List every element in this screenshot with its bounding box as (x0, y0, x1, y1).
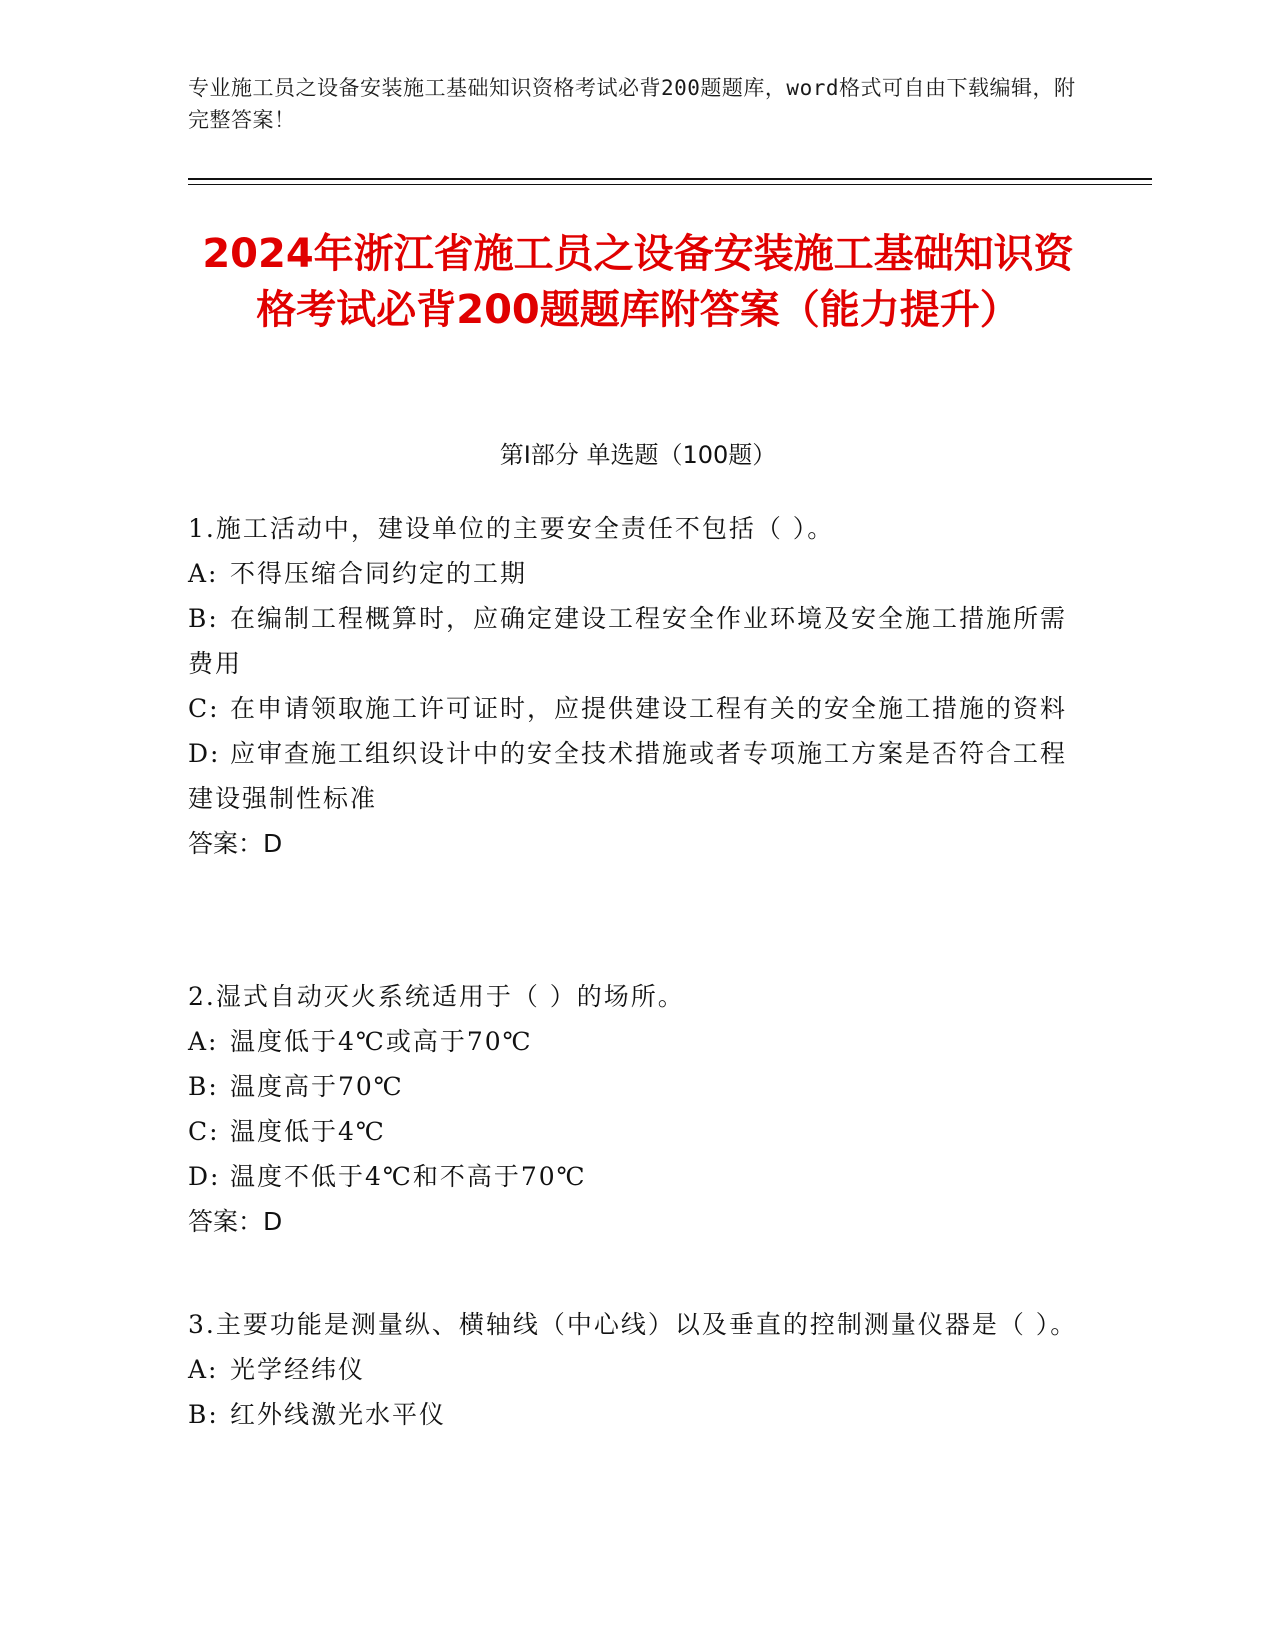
option-label: B: (188, 1400, 219, 1429)
option-a (188, 551, 1088, 596)
option-text: 在申请领取施工许可证时，应提供建设工程有关的安全施工措施的资料 (230, 694, 1068, 723)
option-label: D: (188, 739, 221, 768)
option-text: 应审查施工组织设计中的安全技术措施或者专项施工方案是否符合工程建设强制性标准 (188, 739, 1068, 813)
option-label: A: (188, 1027, 219, 1056)
header-divider-thin (188, 184, 1152, 185)
option-c (188, 1109, 1088, 1154)
option-label: A: (188, 1355, 219, 1384)
option-d (188, 1154, 1088, 1199)
option-c (188, 686, 1088, 731)
question-stem: 2.湿式自动灭火系统适用于（ ）的场所。 (188, 982, 685, 1011)
question-3 (188, 1302, 1088, 1437)
option-text: 不得压缩合同约定的工期 (230, 559, 528, 588)
header-divider-thick (188, 178, 1152, 180)
option-text: 温度不低于4℃和不高于70℃ (230, 1162, 587, 1191)
question-stem: 1.施工活动中，建设单位的主要安全责任不包括（ ）。 (188, 514, 835, 543)
option-label: B: (188, 604, 219, 633)
header-note: 专业施工员之设备安装施工基础知识资格考试必背200题题库，word格式可自由下载编辑，附完整答案！ (188, 76, 1076, 132)
question-stem: 3.主要功能是测量纵、横轴线（中心线）以及垂直的控制测量仪器是（ ）。 (188, 1310, 1078, 1339)
option-b (188, 1392, 1088, 1437)
option-label: C: (188, 694, 220, 723)
option-label: B: (188, 1072, 219, 1101)
question-2 (188, 974, 1088, 1244)
document-title: 2024年浙江省施工员之设备安装施工基础知识资格考试必背200题题库附答案（能力提升） (202, 231, 1074, 333)
option-text: 红外线激光水平仪 (230, 1400, 447, 1429)
option-label: C: (188, 1117, 220, 1146)
option-a (188, 1347, 1088, 1392)
question-1 (188, 506, 1088, 866)
answer: 答案：D (188, 1207, 283, 1236)
answer: 答案：D (188, 829, 283, 858)
option-b (188, 596, 1088, 686)
option-text: 光学经纬仪 (230, 1355, 366, 1384)
option-label: A: (188, 559, 219, 588)
option-text: 温度低于4℃或高于70℃ (230, 1027, 533, 1056)
option-text: 温度高于70℃ (230, 1072, 404, 1101)
option-d (188, 731, 1088, 821)
option-a (188, 1019, 1088, 1064)
option-label: D: (188, 1162, 221, 1191)
option-text: 在编制工程概算时，应确定建设工程安全作业环境及安全施工措施所需费用 (188, 604, 1068, 678)
option-text: 温度低于4℃ (230, 1117, 386, 1146)
option-b (188, 1064, 1088, 1109)
section-title: 第I部分 单选题（100题） (499, 441, 777, 469)
